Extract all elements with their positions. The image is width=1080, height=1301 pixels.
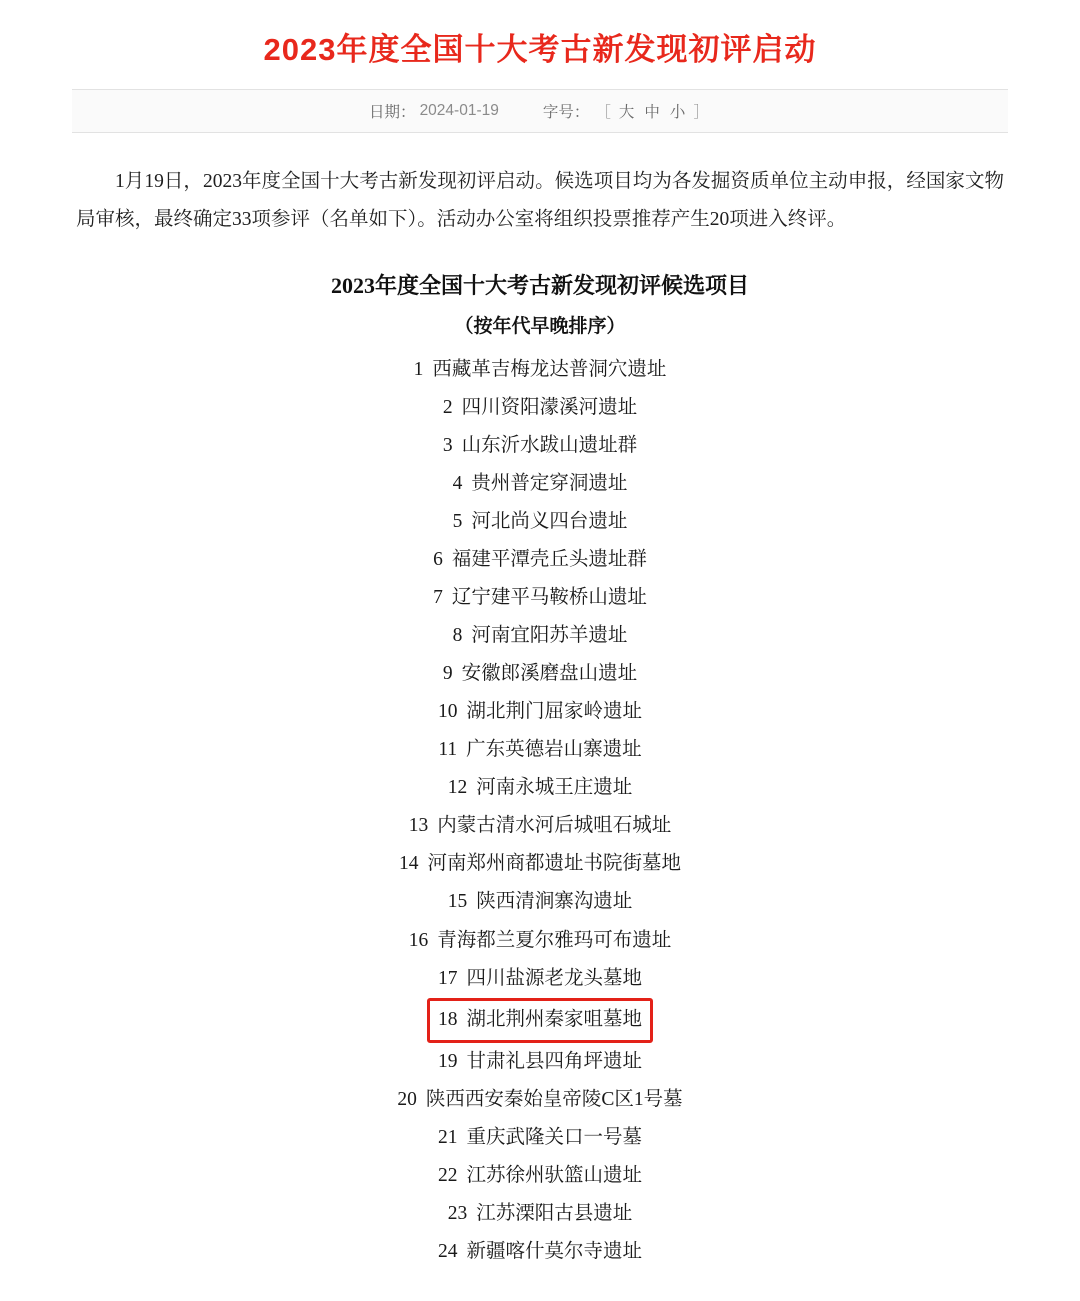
list-item-inner bbox=[393, 1081, 686, 1119]
list-item-label: 福建平潭壳丘头遗址群 bbox=[451, 548, 647, 570]
list-item-number: 15 bbox=[447, 891, 468, 913]
list-item bbox=[60, 1043, 1020, 1081]
list-item bbox=[60, 427, 1020, 465]
list-item-number: 13 bbox=[408, 815, 429, 837]
list-item bbox=[60, 617, 1020, 655]
list-item-inner bbox=[405, 922, 676, 960]
list-item-number: 4 bbox=[452, 472, 463, 494]
list-item-label: 安徽郎溪磨盘山遗址 bbox=[461, 663, 638, 685]
list-item-inner bbox=[444, 1195, 637, 1233]
list-item-number: 3 bbox=[442, 434, 453, 456]
list-item-number: 5 bbox=[452, 510, 463, 532]
list-item-number: 23 bbox=[447, 1202, 468, 1224]
list-item bbox=[60, 1157, 1020, 1195]
list-item-label: 江苏溧阳古县遗址 bbox=[476, 1202, 633, 1224]
list-item bbox=[60, 693, 1020, 731]
list-item bbox=[60, 769, 1020, 807]
list-item bbox=[60, 960, 1020, 998]
list-item-highlighted bbox=[427, 998, 653, 1043]
list-item-label: 广东英德岩山寨遗址 bbox=[466, 739, 642, 761]
font-size-options bbox=[593, 100, 711, 122]
list-item-inner bbox=[410, 351, 671, 389]
list-item-inner bbox=[429, 541, 651, 579]
font-size-label: 字号： bbox=[542, 104, 590, 121]
lead-paragraph: 1月19日，2023年度全国十大考古新发现初评启动。候选项目均为各发掘资质单位主动申报，经国家文物局审核，最终确定33项参评（名单如下）。活动办公室将组织投票推荐产生20项进入终评。 bbox=[76, 171, 1004, 231]
font-size-control bbox=[543, 100, 711, 122]
list-item bbox=[60, 541, 1020, 579]
list-item-number: 24 bbox=[437, 1241, 458, 1263]
list-item-label: 新疆喀什莫尔寺遗址 bbox=[466, 1241, 642, 1263]
list-item bbox=[60, 465, 1020, 503]
list-item bbox=[60, 389, 1020, 427]
list-item-label: 内蒙古清水河后城咀石城址 bbox=[437, 815, 672, 837]
list-item-number: 17 bbox=[437, 967, 458, 989]
list-item-label: 河南永城王庄遗址 bbox=[476, 777, 633, 799]
list-item-label: 四川盐源老龙头墓地 bbox=[466, 967, 642, 989]
list-item-label: 四川资阳濛溪河遗址 bbox=[461, 396, 638, 418]
list-item-label: 湖北荆门屈家岭遗址 bbox=[466, 701, 642, 723]
list-item-number: 19 bbox=[437, 1050, 458, 1072]
list-item-label: 西藏革吉梅龙达普洞穴遗址 bbox=[432, 358, 667, 380]
candidate-list-block bbox=[0, 249, 1080, 1301]
list-item bbox=[60, 503, 1020, 541]
list-item-inner bbox=[434, 960, 646, 998]
list-item bbox=[60, 998, 1020, 1043]
list-item-label: 青海都兰夏尔雅玛可布遗址 bbox=[437, 929, 672, 951]
list-item-inner bbox=[434, 1157, 646, 1195]
list-item-number: 21 bbox=[437, 1126, 458, 1148]
list-item-number: 2 bbox=[442, 396, 453, 418]
candidate-list bbox=[60, 351, 1020, 1272]
list-item-inner bbox=[444, 883, 637, 921]
list-item-inner bbox=[405, 807, 676, 845]
list-item-number: 8 bbox=[452, 625, 463, 647]
list-item-number: 14 bbox=[398, 853, 419, 875]
list-item-inner bbox=[434, 1043, 646, 1081]
list-item-number: 11 bbox=[438, 739, 458, 761]
list-item bbox=[60, 1119, 1020, 1157]
date-value: 2024-01-19 bbox=[419, 102, 499, 119]
list-item-inner bbox=[449, 617, 632, 655]
list-item-number: 1 bbox=[413, 358, 424, 380]
list-item-inner bbox=[449, 465, 632, 503]
list-item bbox=[60, 655, 1020, 693]
list-item bbox=[60, 731, 1020, 769]
list-item bbox=[60, 1195, 1020, 1233]
list-item-inner bbox=[434, 731, 645, 769]
list-item-label: 辽宁建平马鞍桥山遗址 bbox=[451, 586, 647, 608]
list-item bbox=[60, 883, 1020, 921]
list-item-inner bbox=[434, 693, 646, 731]
list-item-inner bbox=[449, 503, 632, 541]
list-item bbox=[60, 1233, 1020, 1271]
list-item-label: 重庆武隆关口一号墓 bbox=[466, 1126, 642, 1148]
candidate-list-subtitle: （按年代早晚排序） bbox=[454, 316, 626, 338]
list-item-number: 20 bbox=[397, 1088, 417, 1110]
list-item-number: 18 bbox=[437, 1008, 458, 1030]
list-item-label: 贵州普定穿洞遗址 bbox=[471, 472, 628, 494]
list-item-label: 甘肃礼县四角坪遗址 bbox=[466, 1050, 642, 1072]
list-item-label: 陕西清涧寨沟遗址 bbox=[476, 891, 633, 913]
list-item-number: 6 bbox=[433, 548, 443, 570]
font-size-medium-button[interactable]: 中 bbox=[644, 104, 660, 121]
publish-date bbox=[369, 100, 499, 122]
list-item bbox=[60, 845, 1020, 883]
list-item-inner bbox=[429, 579, 651, 617]
list-item-inner bbox=[439, 389, 641, 427]
font-size-large-button[interactable]: 大 bbox=[618, 104, 635, 121]
list-item-inner bbox=[434, 1119, 646, 1157]
list-item bbox=[60, 351, 1020, 389]
page-title: 2023年度全国十大考古新发现初评启动 bbox=[263, 32, 817, 67]
list-item-inner bbox=[439, 427, 641, 465]
bracket-close: ］ bbox=[693, 104, 709, 121]
list-item-label: 山东沂水跋山遗址群 bbox=[461, 434, 638, 456]
list-item-number: 16 bbox=[408, 929, 429, 951]
list-item bbox=[60, 807, 1020, 845]
list-item-label: 陕西西安秦始皇帝陵C区1号墓 bbox=[425, 1088, 683, 1110]
list-item-number: 9 bbox=[442, 663, 453, 685]
candidate-list-title: 2023年度全国十大考古新发现初评候选项目 bbox=[330, 273, 749, 299]
list-item-label: 湖北荆州秦家咀墓地 bbox=[466, 1008, 642, 1030]
list-item-inner bbox=[444, 769, 637, 807]
date-label: 日期： bbox=[369, 104, 416, 121]
list-item-number: 12 bbox=[447, 777, 468, 799]
list-item-number: 10 bbox=[437, 701, 458, 723]
font-size-small-button[interactable]: 小 bbox=[669, 104, 686, 121]
list-item-number: 7 bbox=[433, 586, 443, 608]
list-item bbox=[60, 579, 1020, 617]
bracket-open: ［ bbox=[595, 104, 611, 121]
list-item bbox=[60, 1081, 1020, 1119]
list-item-inner bbox=[434, 1233, 646, 1271]
list-item-label: 江苏徐州驮篮山遗址 bbox=[466, 1164, 642, 1186]
list-item-inner bbox=[439, 655, 641, 693]
list-item-number: 22 bbox=[437, 1164, 458, 1186]
list-item bbox=[60, 922, 1020, 960]
list-item-label: 河北尚义四台遗址 bbox=[471, 510, 628, 532]
list-item-label: 河南郑州商都遗址书院街墓地 bbox=[427, 853, 681, 875]
list-item-inner bbox=[395, 845, 685, 883]
list-item-label: 河南宜阳苏羊遗址 bbox=[471, 625, 628, 647]
article-meta-bar bbox=[72, 89, 1008, 133]
